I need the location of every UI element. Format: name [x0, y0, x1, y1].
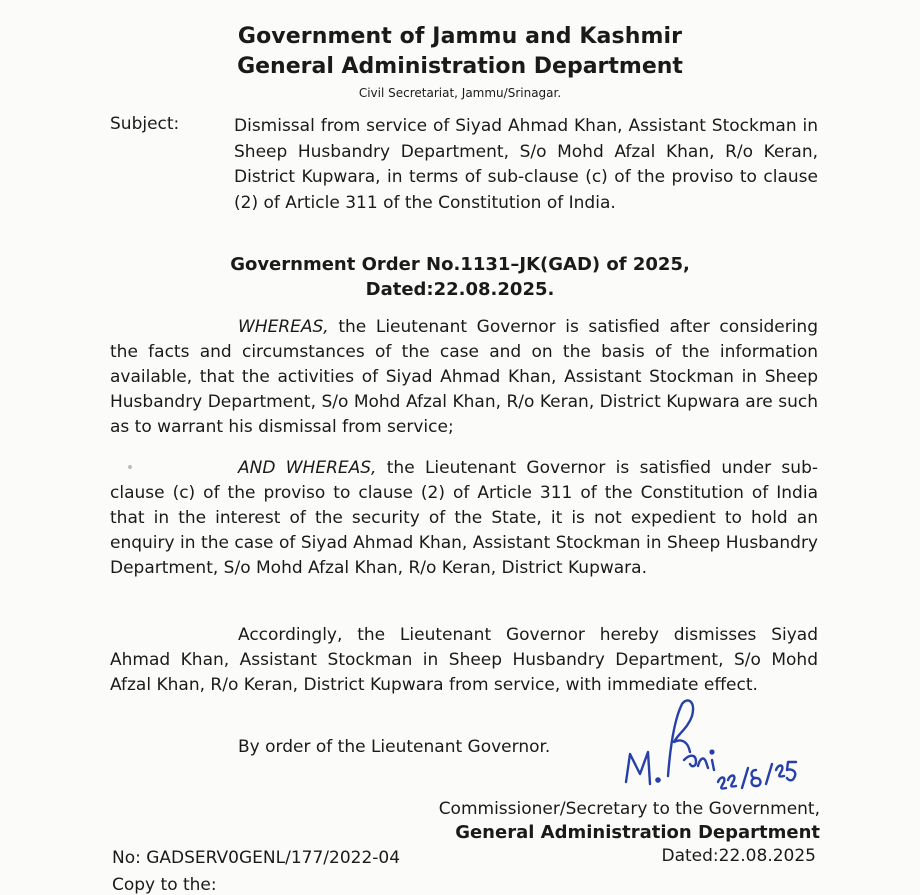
signatory-department: General Administration Department — [455, 822, 820, 843]
paragraph-body: the Lieutenant Governor is satisfied after considering the facts and circumstances of the case and on the basis of the information available, that the activities of Siyad Ahmad Khan, Assistant Stockman in Sheep Husbandry Department, S/o Mohd Afzal Khan, R/o Keran, District Kupwara are such as to warrant his dismissal from service; — [110, 317, 818, 437]
order-date: Dated:22.08.2025. — [365, 279, 555, 300]
by-order-line: By order of the Lieutenant Governor. — [238, 737, 551, 757]
paragraph-body: Accordingly, the Lieutenant Governor hereby dismisses Siyad Ahmad Khan, Assistant Stockman in Sheep Husbandry Department, S/o Mohd Afzal Khan, R/o Keran, District Kupwara from service, with immediate effect. — [110, 625, 818, 695]
reference-number: No: GADSERV0GENL/177/2022-04 — [112, 848, 401, 868]
paragraph-lead: AND WHEREAS, — [238, 458, 377, 478]
footer-date: Dated:22.08.2025 — [661, 846, 816, 866]
order-number: Government Order No.1131–JK(GAD) of 2025, — [230, 254, 690, 275]
paragraph-lead: WHEREAS, — [238, 317, 329, 337]
subject-text: Dismissal from service of Siyad Ahmad Khan, Assistant Stockman in Sheep Husbandry Department, S/o Mohd Afzal Khan, R/o Keran, District Kupwara, in terms of sub-clause (c) of the proviso to clause (2) of Article 311 of the Constitution of India. — [234, 116, 818, 213]
paragraph-body: the Lieutenant Governor is satisfied under sub-clause (c) of the proviso to clause (2) of Article 311 of the Constitution of India that in the interest of the security of the State, it is not expedient to hold an enquiry in the case of Siyad Ahmad Khan, Assistant Stockman in Sheep Husbandry Department, S/o Mohd Afzal Khan, R/o Keran, District Kupwara. — [110, 458, 818, 578]
copy-to-label: Copy to the: — [112, 875, 217, 895]
header-department-title: General Administration Department — [237, 54, 683, 79]
header-address: Civil Secretariat, Jammu/Srinagar. — [358, 86, 562, 100]
handwritten-signature — [612, 690, 802, 800]
header-government-title: Government of Jammu and Kashmir — [237, 24, 683, 49]
paragraph-accordingly — [110, 623, 818, 698]
signatory-designation: Commissioner/Secretary to the Government, — [438, 799, 820, 819]
paragraph-and-whereas — [110, 456, 818, 581]
paragraph-whereas — [110, 315, 818, 440]
subject-label: Subject: — [110, 114, 180, 134]
